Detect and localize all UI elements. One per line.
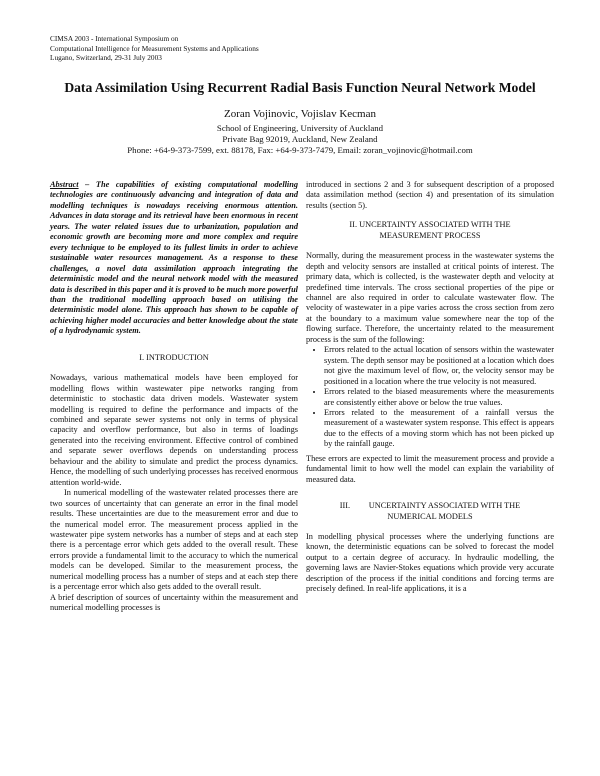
paper-authors: Zoran Vojinovic, Vojislav Kecman: [224, 108, 376, 120]
header-line: Computational Intelligence for Measurement Systems and Applications: [50, 43, 259, 53]
abstract: [50, 180, 298, 337]
section-heading-introduction: I. INTRODUCTION: [139, 352, 209, 362]
paragraph: introduced in sections 2 and 3 for subsequent description of a proposed data assimilation method (section 4) and presentation of its simulation results (section 5).: [306, 180, 554, 210]
paragraph: Normally, during the measurement process in the wastewater systems the depth and velocity sensors are installed at critical points of interest. The primary data, which is collected, is the wastewater depth and velocity at predefined time intervals. The cross sectional properties of the pipe or channel are also required in order to calculate wastewater flow. The velocity of wastewater in a pipe varies across the cross section from zero at the boundary to a maximum value somewhere near the top of the flowing surface. Therefore, the uncertainty related to the measurement process is the sum of the following:: [306, 251, 554, 344]
section-heading-line: III. UNCERTAINTY ASSOCIATED WITH THE: [339, 501, 521, 511]
paragraph: In modelling physical processes where the underlying functions are known, the deterministic equations can be solved to forecast the model output to a certain degree of accuracy. In hydraulic modelling, the governing laws are Navier-Stokes equations which provide very accurate description of the process if the initial conditions and forcing terms are precisely defined. In real-life applications, it is a: [306, 531, 554, 594]
affiliation-line: School of Engineering, University of Auckland: [216, 123, 384, 133]
conference-header: [50, 34, 259, 63]
list-item: • Errors related to the actual location of sensors within the wastewater system. The depth sensor may be positioned at a location which does not give the maximum level of flow, or, the velocity sensor may be positioned in a location where the true velocity is not measured.: [324, 345, 554, 387]
affiliation: [0, 123, 600, 157]
affiliation-line: Private Bag 92019, Auckland, New Zealand: [222, 134, 378, 145]
paragraph: Nowadays, various mathematical models have been employed for modelling flows within wastewater pipe networks ranging from deterministic to stochastic data driven models. Wastewater system modelling is required to define the performance and impacts of the combined and separate sewer systems not only in terms of physical capacity and overflow performance, but also in terms of loadings generated into the receiving environment. Effective control of combined and separate sewer overflows depends on understanding process behaviour and the ability to simulate and predict the process dynamics. Hence, the modelling of such underlying processes has received enormous attention world-wide.: [50, 373, 298, 487]
section-heading-numerical: [306, 501, 554, 522]
right-column: [306, 180, 554, 595]
bullet-list: [306, 345, 554, 450]
paragraph: In numerical modelling of the wastewater related processes there are two sources of uncertainty that can generate an error in the final model results. These uncertainties are due to the measurement error and due to the numerical model error. The measurement process applied in the wastewater pipe system networks has a number of steps and at each step there is a percentage error which gets added to the overall result. These errors provide a fundamental limit to the accuracy to which the numerical models can be developed. Similar to the measurement process, the numerical modelling process has a number of steps and at each step there is a percentage error which also gets added to the overall result.: [50, 488, 298, 592]
abstract-text: – The capabilities of existing computational modelling technologies are continuously advancing and integration of data and modelling techniques is nowadays receiving enormous attention. Advances in data storage and its retrieval have been enormous in recent years. The water related issues due to urbanization, population and economic growth are becoming more and more complex and require every technique to be employed to its fullest limits in order to achieve sustainable water resources management. As a response to these challenges, a novel data assimilation approach integrating the deterministic model and the neural network model with the measured data is described in this paper and it is proved to be much more powerful than the traditional modelling approach based on utilising the deterministic model alone. This approach has shown to be capable of achieving higher model accuracies and better knowledge about the state of a hydrodynamic system.: [50, 180, 298, 336]
list-item: • Errors related to the biased measurements where the measurements are consistently either above or below the true values.: [324, 387, 554, 408]
abstract-label: Abstract: [50, 180, 79, 189]
paragraph: A brief description of sources of uncertainty within the measurement and numerical modelling processes is: [50, 592, 298, 613]
paragraph: These errors are expected to limit the measurement process and provide a fundamental limit to how well the model can explain the variability of measured data.: [306, 453, 554, 484]
section-heading-measurement: [306, 220, 554, 241]
section-heading-line: NUMERICAL MODELS: [387, 511, 473, 521]
header-line: CIMSA 2003 - International Symposium on: [50, 34, 179, 43]
header-line: Lugano, Switzerland, 29-31 July 2003: [50, 53, 162, 63]
section-heading-line: II. UNCERTAINTY ASSOCIATED WITH THE: [349, 220, 511, 230]
list-item: • Errors related to the measurement of a rainfall versus the measurement of a wastewater system response. This effect is appears due to the effects of a moving storm which has not been picked up by the rainfall gauge.: [324, 408, 554, 450]
affiliation-line: Phone: +64-9-373-7599, ext. 88178, Fax: +64-9-373-7479, Email: zoran_vojinovic@hotmail.com: [127, 145, 473, 156]
left-column: [50, 180, 298, 614]
paper-title: Data Assimilation Using Recurrent Radial Basis Function Neural Network Model: [64, 80, 536, 95]
section-heading-line: MEASUREMENT PROCESS: [379, 230, 481, 240]
